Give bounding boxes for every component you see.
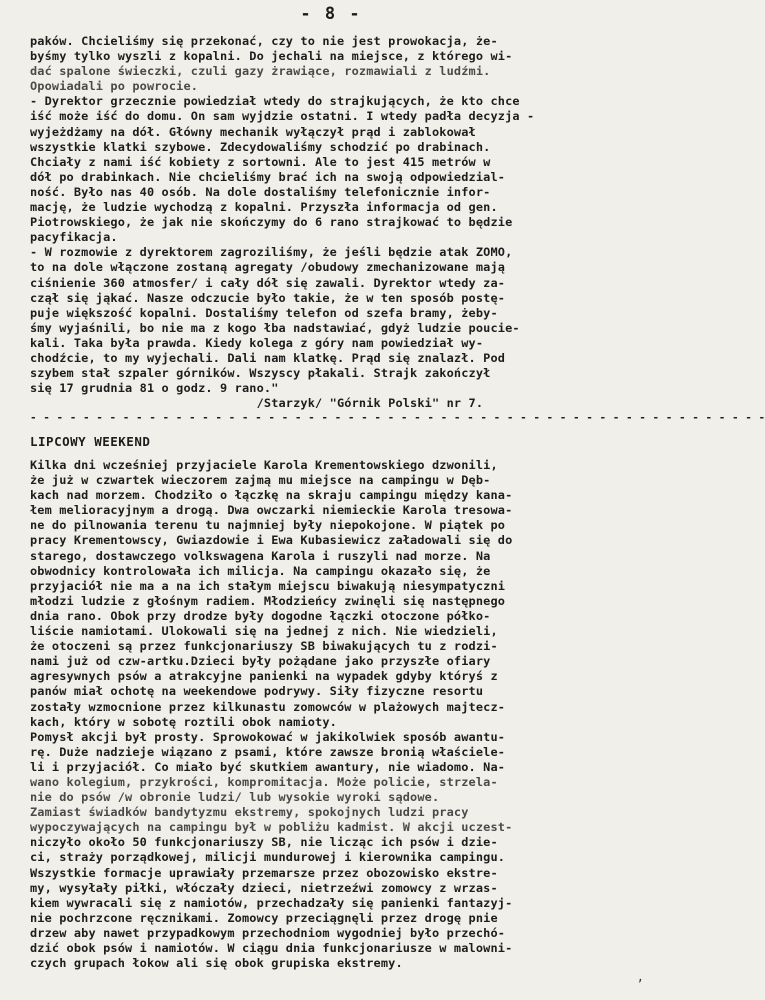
- text-line: ci, straży porządkowej, milicji mundurowej i kierownika campingu.: [30, 850, 506, 865]
- text-line: to na dole włączone zostaną agregaty /obudowy zmechanizowane mają: [30, 260, 506, 275]
- text-line: my, wysyłały piłki, włóczały dzieci, nietrzeźwi zomowcy z wrzas-: [30, 880, 498, 895]
- text-line: byśmy tylko wyszli z kopalni. Do jechali na miejsce, z którego wi-: [30, 49, 513, 64]
- text-line: wyjeżdżamy na dół. Główny mechanik wyłączył prąd i zablokował: [30, 124, 476, 139]
- page-number: - 8 -: [300, 4, 362, 24]
- text-line: młodzi ludzie z głośnym radiem. Młodzieńcy zwinęli się następnego: [30, 593, 506, 608]
- text-line: Zamiast świadków bandytyzmu ekstremy, spokojnych ludzi pracy: [30, 805, 469, 820]
- text-line: Chciały z nami iść kobiety z sortowni. Ale to jest 415 metrów w: [30, 154, 491, 169]
- text-line: - Dyrektor grzecznie powiedział wtedy do strajkujących, że kto chce: [30, 94, 520, 109]
- text-line: wypoczywających na campingu był w pobliżu kadmist. W akcji uczest-: [30, 820, 513, 835]
- text-line: niczyło około 50 funkcjonariuszy SB, nie licząc ich psów i dzie-: [30, 835, 498, 850]
- text-line: Pomysł akcji był prosty. Sprowokować w jakikolwiek sposób awantu-: [30, 729, 506, 744]
- text-line: nie pochrzcone ręcznikami. Zomowcy przeciągnęli przez drogę pnie: [30, 910, 498, 925]
- text-line: ne do pilnowania terenu tu najmniej były niepokojone. W piątek po: [30, 518, 506, 533]
- text-line: śmy wyjaśnili, bo nie ma z kogo łba nadstawiać, gdyż ludzie poucie-: [30, 320, 520, 335]
- text-line: się 17 grudnia 81 o godz. 9 rano.": [30, 381, 279, 396]
- text-line: czął się jąkać. Nasze odczucie było takie, że w ten sposób postę-: [30, 290, 506, 305]
- text-line: starego, dostawczego volkswagena Karola i ruszyli nad morze. Na: [30, 548, 491, 563]
- text-line: Kilka dni wcześniej przyjaciele Karola Krementowskiego dzwonili,: [30, 458, 498, 472]
- text-line: dać spalone świeczki, czuli gazy żrawiące, rozmawiali z ludźmi.: [30, 64, 491, 79]
- text-line: wano kolegium, przykrości, kompromitacja. Może policie, strzela-: [30, 774, 498, 789]
- text-line: szybem stał szpaler górników. Wszyscy płakali. Strajk zakończył: [30, 366, 491, 381]
- text-line: ność. Było nas 40 osób. Na dole dostaliśmy telefonicznie infor-: [30, 184, 491, 199]
- text-line: dół po drabinkach. Nie chcieliśmy brać ich na swoją odpowiedzial-: [30, 169, 506, 184]
- corner-mark: ‚: [636, 970, 644, 984]
- text-line: Opowiadali po powrocie.: [30, 79, 199, 94]
- article-signature: /Starzyk/ "Górnik Polski" nr 7.: [30, 396, 484, 411]
- text-line: kach nad morzem. Chodziło o łączkę na skraju campingu między kana-: [30, 488, 513, 503]
- text-line: nie do psów /w obronie ludzi/ lub wysokie wyroki sądowe.: [30, 790, 440, 805]
- text-line: paków. Chcieliśmy się przekonać, czy to nie jest prowokacja, że-: [30, 34, 498, 48]
- article-starzyk: [30, 34, 642, 411]
- text-line: zostały wzmocnione przez kilkunastu zomowców w plażowych majtecz-: [30, 699, 506, 714]
- text-line: mację, że ludzie wychodzą z kopalni. Przyszła informacja od gen.: [30, 200, 498, 215]
- text-line: puje większość kopalni. Dostaliśmy telefon od szefa bramy, żeby-: [30, 305, 498, 320]
- text-line: kach, który w sobotę roztili obok namioty.: [30, 714, 337, 729]
- text-line: kali. Taka była prawda. Kiedy kolega z góry nam powiedział wy-: [30, 335, 484, 350]
- text-line: chodźcie, to my wyjechali. Dali nam klatkę. Prąd się znalazł. Pod: [30, 350, 506, 365]
- text-line: że już w czwartek wieczorem zajmą mu miejsce na campingu w Dęb-: [30, 473, 491, 488]
- article-title: LIPCOWY WEEKEND: [30, 434, 151, 449]
- text-line: dzić obok psów i namiotów. W ciągu dnia funkcjonariusze w malowni-: [30, 941, 513, 955]
- text-line: iść może iść do domu. On sam wyjdzie ostatni. I wtedy padła decyzja -: [30, 109, 535, 124]
- text-line: liście namiotami. Ulokowali się na jednej z nich. Nie wiedzieli,: [30, 624, 498, 639]
- text-line: - W rozmowie z dyrektorem zagroziliśmy, że jeśli będzie atak ZOMO,: [30, 245, 513, 260]
- text-line: wszystkie klatki szybowe. Zdecydowaliśmy schodzić po drabinach.: [30, 139, 491, 154]
- text-line: panów miał ochotę na weekendowe podrywy. Siły fizyczne resortu: [30, 684, 484, 699]
- text-line: kiem wywracali się z namiotów, przechadzały się panienki fantazyj-: [30, 895, 513, 910]
- text-line: przyjaciół nie ma a na ich stałym miejscu biwakują niesympatyczni: [30, 578, 506, 593]
- text-line: agresywnych psów a atrakcyjne panienki na wypadek gdyby któryś z: [30, 669, 498, 684]
- text-line: obwodnicy kontrolowała ich milicja. Na campingu okazało się, że: [30, 563, 491, 578]
- text-line: ciśnienie 360 atmosfer/ i cały dół się zawali. Dyrektor wtedy za-: [30, 275, 506, 290]
- text-line: rę. Duże nadzieje wiązano z psami, które zawsze bronią właściele-: [30, 744, 506, 759]
- text-line: Wszystkie formacje uprawiały przemarsze przez obozowisko ekstre-: [30, 865, 498, 880]
- text-line: czych grupach łokow ali się obok grupiska ekstremy.: [30, 956, 403, 971]
- text-line: łem melioracyjnym a drogą. Dwa owczarki niemieckie Karola tresowa-: [30, 503, 513, 518]
- section-divider: - - - - - - - - - - - - - - - - - - - - - - - - - - - - - - - - - - - - - - - - - - - - - - - - - - - - - - - -: [30, 411, 765, 424]
- article-lipcowy-weekend: [30, 458, 642, 971]
- text-line: dnia rano. Obok przy drodze były dogodne łączki otoczone półko-: [30, 608, 491, 623]
- text-line: nami już od czw-artku.Dzieci były pożądane jako przyszłe ofiary: [30, 654, 491, 669]
- text-line: drzew aby nawet przypadkowym przechodniom wygodniej było przechó-: [30, 925, 506, 940]
- text-line: pracy Krementowscy, Gwiazdowie i Ewa Kubasiewicz załadowali się do: [30, 533, 513, 548]
- text-line: pacyfikacja.: [30, 230, 118, 245]
- text-line: że otoczeni są przez funkcjonariuszy SB biwakujących tu z rodzi-: [30, 639, 498, 654]
- text-line: li i przyjaciół. Co miało być skutkiem awantury, nie wiadomo. Na-: [30, 759, 506, 774]
- text-line: Piotrowskiego, że jak nie skończymy do 6 rano strajkować to będzie: [30, 215, 513, 230]
